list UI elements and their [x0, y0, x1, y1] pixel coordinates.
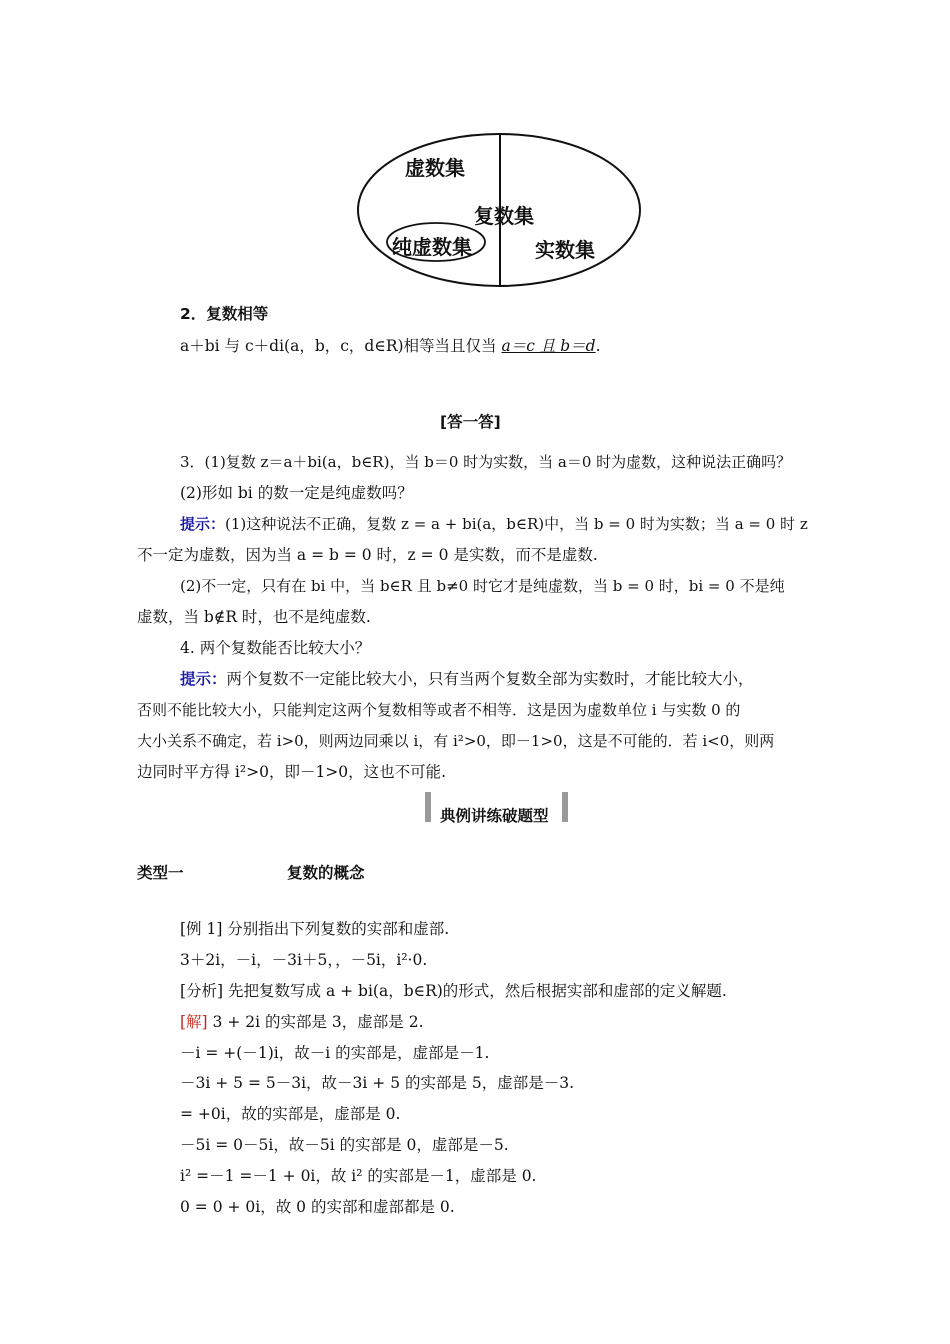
type-label: 类型一	[137, 864, 184, 882]
answer-4-1-text: 两个复数不一定能比较大小，只有当两个复数全部为实数时，才能比较大小，	[226, 670, 754, 688]
banner-right-bar	[562, 792, 568, 822]
qa-heading: [答一答]	[440, 413, 501, 431]
equality-statement	[180, 336, 601, 356]
answer-3-1a	[180, 514, 808, 534]
answer-3-1b: 不一定为虚数，因为当 a = b = 0 时，z = 0 是实数，而不是虚数.	[137, 546, 598, 564]
solution-line-1	[180, 1012, 424, 1032]
example-numbers: 3＋2i，－i，－3i＋5，，－5i，i²·0.	[180, 951, 428, 969]
solution-line-3: －3i + 5 = 5－3i，故－3i + 5 的实部是 5，虚部是－3.	[180, 1074, 575, 1092]
question-4: 4. 两个复数能否比较大小？	[180, 639, 371, 657]
equality-text: a＋bi 与 c＋di(a，b，c，d∈R)相等当且仅当	[180, 337, 502, 355]
imaginary-set-label: 虚数集	[405, 156, 465, 180]
question-3-1: 3．(1)复数 z＝a＋bi(a，b∈R)，当 b＝0 时为实数，当 a＝0 时为虚数，这种说法正确吗？	[180, 453, 792, 471]
answer-4-2: 否则不能比较大小，只能判定这两个复数相等或者不相等．这是因为虚数单位 i 与实数 0 的	[137, 701, 741, 719]
banner-left-bar	[425, 792, 431, 822]
answer-4-4: 边同时平方得 i²>0，即－1>0，这也不可能.	[137, 763, 447, 781]
equality-end: .	[595, 337, 601, 355]
equality-condition: a＝c 且 b＝d	[501, 337, 596, 355]
solution-label: [解]	[180, 1013, 208, 1031]
section-banner: 典例讲练破题型	[440, 807, 549, 825]
answer-3-2a: (2)不一定，只有在 bi 中，当 b∈R 且 b≠0 时它才是纯虚数，当 b = 0 时，bi = 0 不是纯	[180, 577, 785, 595]
example-prompt: [例 1] 分别指出下列复数的实部和虚部.	[180, 920, 450, 938]
answer-3-1a-text: (1)这种说法不正确，复数 z = a + bi(a，b∈R)中，当 b = 0 时为实数；当 a = 0 时 z	[225, 515, 808, 533]
section-heading: 2．复数相等	[180, 305, 269, 323]
complex-set-label: 复数集	[474, 204, 534, 228]
solution-line-2: －i = +(－1)i，故－i 的实部是，虚部是－1.	[180, 1044, 490, 1062]
answer-4-1	[180, 669, 754, 689]
solution-line-7: 0 = 0 + 0i，故 0 的实部和虚部都是 0.	[180, 1198, 455, 1216]
answer-3-2b: 虚数，当 b∉R 时，也不是纯虚数.	[137, 608, 371, 626]
hint-label: 提示：	[180, 515, 226, 533]
solution-line-6: i² =－1 =－1 + 0i，故 i² 的实部是－1，虚部是 0.	[180, 1167, 537, 1185]
solution-line-1-text: 3 + 2i 的实部是 3，虚部是 2.	[207, 1013, 424, 1031]
example-analysis: [分析] 先把复数写成 a + bi(a，b∈R)的形式，然后根据实部和虚部的定义解题.	[180, 982, 727, 1000]
answer-4-3: 大小关系不确定，若 i>0，则两边同乘以 i，有 i²>0，即－1>0，这是不可能的．若 i<0，则两	[137, 732, 775, 750]
hint-label: 提示：	[180, 670, 227, 688]
question-3-2: (2)形如 bi 的数一定是纯虚数吗？	[180, 484, 413, 502]
solution-line-4: = +0i，故的实部是，虚部是 0.	[180, 1105, 401, 1123]
type-title: 复数的概念	[287, 864, 365, 882]
pure-imaginary-set-label: 纯虚数集	[392, 235, 472, 259]
real-set-label: 实数集	[535, 238, 595, 262]
solution-line-5: －5i = 0－5i，故－5i 的实部是 0，虚部是－5.	[180, 1136, 509, 1154]
